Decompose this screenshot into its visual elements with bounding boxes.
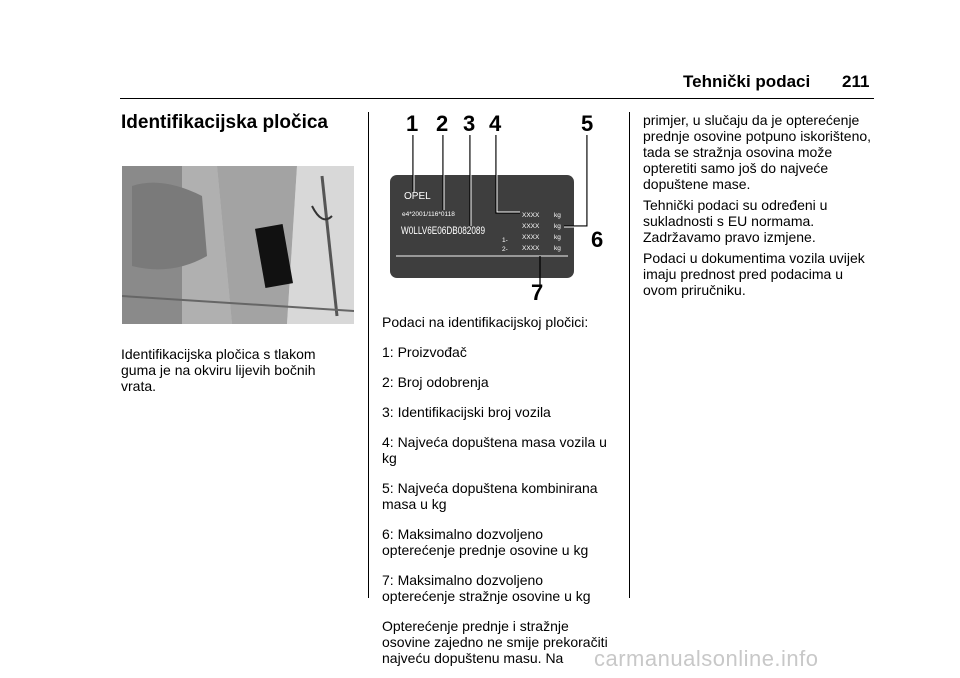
eu-norms-paragraph: Tehnički podaci su određeni u sukladnosti s EU normama. Zadržavamo pravo izmjene. bbox=[643, 197, 828, 245]
plate-approval: e4*2001/116*0118 bbox=[402, 211, 455, 218]
list-item: 4: Najveća dopuštena masa vozila u kg bbox=[382, 434, 607, 466]
mass-unit-3: kg bbox=[554, 234, 561, 241]
list-item: 5: Najveća dopuštena kombinirana masa u kg bbox=[382, 480, 598, 512]
axle-label-2: 2- bbox=[502, 246, 508, 253]
list-item: 2: Broj odobrenja bbox=[382, 374, 489, 390]
header-title: Tehnički podaci bbox=[683, 72, 811, 91]
header-rule bbox=[120, 98, 874, 99]
mass-unit-1: kg bbox=[554, 212, 561, 219]
axle-paragraph-continued: primjer, u slučaju da je opterećenje prednje osovine potpuno iskorišteno, tada se stražnja osovina može opteretiti samo još do najveće dopuštene mase. bbox=[643, 112, 872, 192]
page-number: 211 bbox=[842, 72, 870, 91]
callout-4: 4 bbox=[489, 111, 502, 136]
callout-2: 2 bbox=[436, 111, 449, 136]
identification-plate-figure bbox=[380, 108, 610, 308]
axle-paragraph-start: Opterećenje prednje i stražnje osovine zajedno ne smije prekoračiti najveću dopuštenu masu. Na bbox=[382, 618, 608, 666]
callout-7: 7 bbox=[531, 280, 544, 305]
mass-unit-4: kg bbox=[554, 245, 561, 252]
list-item: 6: Maksimalno dozvoljeno opterećenje prednje osovine u kg bbox=[382, 526, 589, 558]
axle-label-1: 1- bbox=[502, 237, 508, 244]
list-item: 3: Identifikacijski broj vozila bbox=[382, 404, 551, 420]
list-item: 7: Maksimalno dozvoljeno opterećenje stražnje osovine u kg bbox=[382, 572, 591, 604]
section-title: Identifikacijska pločica bbox=[121, 112, 328, 133]
mass-unit-2: kg bbox=[554, 223, 561, 230]
column-divider bbox=[368, 112, 369, 598]
mass-value-1: XXXX bbox=[522, 212, 540, 219]
list-intro: Podaci na identifikacijskoj pločici: bbox=[382, 314, 589, 330]
column-divider bbox=[629, 112, 630, 598]
documents-paragraph: Podaci u dokumentima vozila uvijek imaju prednost pred podacima u ovom priručniku. bbox=[643, 250, 865, 298]
watermark: carmanualsonline.info bbox=[594, 646, 819, 671]
callout-6: 6 bbox=[591, 227, 604, 252]
callout-1: 1 bbox=[406, 111, 419, 136]
photo-caption: Identifikacijska pločica s tlakom guma je na okviru lijevih bočnih vrata. bbox=[121, 346, 316, 394]
door-frame-photo bbox=[122, 166, 354, 324]
plate-brand: OPEL bbox=[404, 191, 431, 202]
mass-value-3: XXXX bbox=[522, 234, 540, 241]
callout-5: 5 bbox=[581, 111, 594, 136]
plate-vin: W0LLV6E06DB082089 bbox=[401, 225, 485, 237]
list-item: 1: Proizvođač bbox=[382, 344, 467, 360]
mass-value-4: XXXX bbox=[522, 245, 540, 252]
callout-3: 3 bbox=[463, 111, 476, 136]
mass-value-2: XXXX bbox=[522, 223, 540, 230]
